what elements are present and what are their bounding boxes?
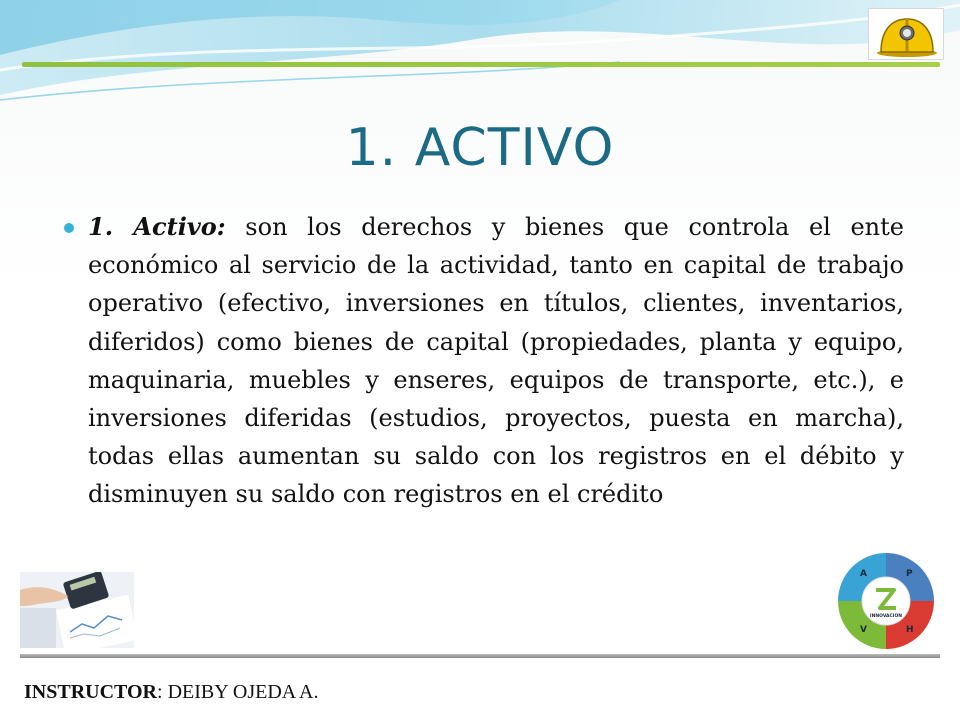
- header-wave-decoration: [0, 0, 960, 110]
- footer-instructor: [24, 681, 319, 704]
- cycle-label-a: A: [860, 569, 867, 579]
- calculator-photo: [20, 572, 134, 648]
- bullet-lead: 1. Activo:: [88, 212, 226, 241]
- cycle-label-h: H: [906, 625, 914, 635]
- helmet-icon: [869, 9, 945, 61]
- bullet-text: son los derechos y bienes que controla el ente económico al servicio de la actividad, tanto en capital de trabajo operativo (efectivo, inversiones en títulos, clientes, inventarios, diferidos) como bienes de capital (propiedades, planta y equipo, maquinaria, muebles y enseres, equipos de transporte, etc.), e inversiones diferidas (estudios, proyectos, puesta en marcha), todas ellas aumentan su saldo con los registros en el débito y disminuyen su saldo con registros en el crédito: [88, 213, 904, 509]
- slide-title: 1. ACTIVO: [345, 118, 615, 178]
- cycle-label-v: V: [860, 625, 867, 635]
- footer-rule: [20, 654, 940, 658]
- phva-cycle-logo: [834, 548, 938, 654]
- helmet-logo: [868, 8, 944, 60]
- bullet-icon: [64, 223, 74, 233]
- bullet-paragraph: [88, 208, 904, 514]
- footer-name: DEIBY OJEDA A.: [167, 681, 319, 703]
- header-rule: [22, 62, 940, 67]
- footer-label: INSTRUCTOR: [24, 681, 157, 703]
- footer-separator: :: [157, 681, 168, 703]
- cycle-center-label: INNOVACION: [869, 614, 903, 619]
- cycle-label-p: P: [906, 569, 913, 579]
